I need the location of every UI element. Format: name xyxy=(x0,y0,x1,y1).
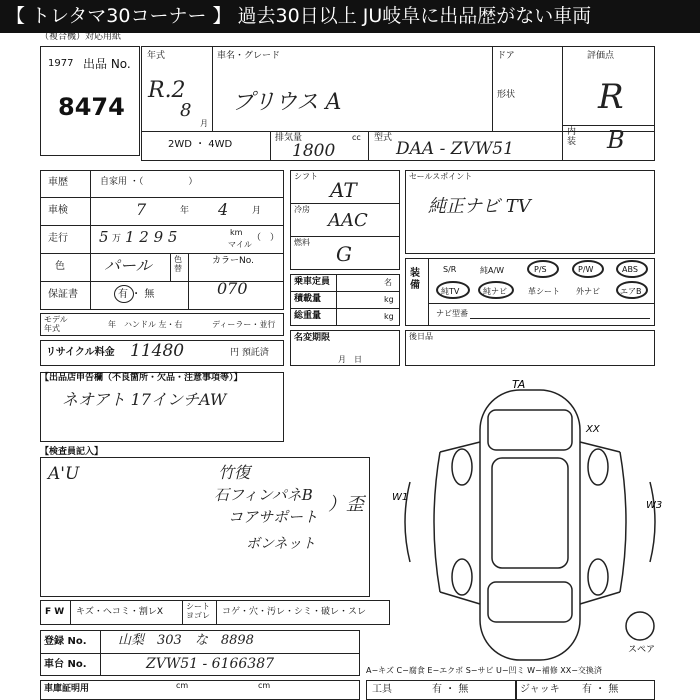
model-year-unit: 年 xyxy=(108,320,116,329)
mileage-label: 走行 xyxy=(48,233,68,244)
month-unit: 月 xyxy=(200,119,208,128)
seller-notes-label: 【出品店申告欄（不良箇所・欠品・注意事項等）】 xyxy=(40,373,243,383)
page-banner: 【 トレタマ30コーナー 】 過去30日以上 JU岐阜に出品歴がない車両 xyxy=(0,0,700,33)
drive-value: 2WD ・ 4WD xyxy=(168,139,233,150)
seat-label: シートヨゴレ xyxy=(186,602,210,620)
warranty-label: 保証書 xyxy=(48,289,78,300)
cert-unit-1: cm xyxy=(176,681,189,690)
model-label: 車名・グレード xyxy=(217,51,281,61)
diagram-note-top: TA xyxy=(512,378,526,391)
mileage-digits: 1 2 9 5 xyxy=(125,228,178,246)
equip-ext-nav: 外ナビ xyxy=(576,287,600,296)
nav-model-label: ナビ型番 xyxy=(436,309,468,318)
color-code-label: カラーNo. xyxy=(212,256,254,266)
sales-point-label: セールスポイント xyxy=(409,172,473,181)
color-value: パール xyxy=(104,256,152,275)
color-change-label: 色替 xyxy=(174,255,182,273)
load-unit: kg xyxy=(384,295,394,304)
lot-number: 8474 xyxy=(58,93,125,121)
equip-tv: 純TV xyxy=(441,287,460,296)
equip-sr: S/R xyxy=(443,265,457,274)
door-label: ドア xyxy=(497,51,515,61)
inspection-month-unit: 月 xyxy=(252,206,262,216)
dealer-value: ディーラー・並行 xyxy=(212,320,276,329)
inspector-line-3: コアサポート xyxy=(228,508,319,526)
jack-value: 有 ・ 無 xyxy=(582,684,619,695)
jack-label: ジャッキ xyxy=(520,684,560,695)
diagram-note-right: W3 xyxy=(646,500,663,511)
lot-label: 出品 No. xyxy=(83,57,131,71)
inspection-year: 7 xyxy=(136,200,147,219)
color-code-value: 070 xyxy=(217,279,248,298)
damage-legend: A−キズ C−腐食 E−エクボ S−サビ U−凹ミ W−補修 XX−交換済 xyxy=(366,666,602,675)
inspector-line-1: 竹復 xyxy=(218,463,251,482)
inspector-line-4: ボンネット xyxy=(246,536,316,552)
mileage-paren: （ ） xyxy=(252,233,280,243)
year-month: 8 xyxy=(180,100,192,121)
inspector-side-note: ）歪 xyxy=(328,494,364,515)
aftermarket-label: 後日品 xyxy=(409,332,433,341)
inspector-line-2: 石フィンパネB xyxy=(214,486,313,504)
fw-label: F W xyxy=(45,607,65,617)
warranty-value: 有 ・ 無 xyxy=(118,289,155,300)
year-era: R.2 xyxy=(148,78,186,103)
model-code-value: DAA - ZVW51 xyxy=(396,139,514,159)
seller-notes-value: ネオアト 17インチAW xyxy=(62,390,227,409)
registration-value: 山梨 303 な 8898 xyxy=(118,633,254,648)
chassis-value: ZVW51 - 6166387 xyxy=(146,656,275,672)
history-label: 車歴 xyxy=(48,177,68,188)
handle-value: ハンドル 左・右 xyxy=(124,320,183,329)
reg-expiry-unit: 月 日 xyxy=(338,355,362,364)
inspection-year-unit: 年 xyxy=(180,206,190,216)
year-code: 1977 xyxy=(48,58,74,69)
seat-items: コゲ・穴・汚レ・シミ・破レ・スレ xyxy=(222,607,367,617)
cert-unit-2: cm xyxy=(258,681,271,690)
interior-label: 内装 xyxy=(567,127,577,147)
mileage-mile: マイル xyxy=(228,240,252,249)
aircon-value: AAC xyxy=(328,210,368,231)
sales-point-value: 純正ナビ TV xyxy=(428,196,531,217)
capacity-unit: 名 xyxy=(384,278,392,287)
gross-label: 総重量 xyxy=(294,311,322,321)
recycle-value: 11480 xyxy=(130,341,185,361)
equip-pw: P/W xyxy=(578,265,594,274)
shift-label: シフト xyxy=(294,172,318,181)
recycle-label: リサイクル料金 xyxy=(46,347,115,358)
fw-items: キズ・ヘコミ・割レX xyxy=(76,607,163,617)
mileage-km: km xyxy=(230,228,243,237)
recycle-unit: 円 預託済 xyxy=(230,348,269,358)
aftermarket-box xyxy=(405,330,655,366)
displacement-label: 排気量 xyxy=(275,133,303,143)
score-label: 評価点 xyxy=(587,51,615,61)
year-label: 年式 xyxy=(147,51,166,61)
inspector-note-au: A'U xyxy=(48,464,80,484)
model-value: プリウス A xyxy=(232,90,342,115)
shift-value: AT xyxy=(330,178,357,202)
equipment-label: 装備 xyxy=(410,268,420,291)
warranty-circle xyxy=(114,285,134,303)
spare-label: スペア xyxy=(628,645,656,655)
cert-label: 車庫証明用 xyxy=(44,684,90,694)
model-year-label: モデル年式 xyxy=(44,315,68,333)
capacity-label: 乗車定員 xyxy=(294,277,331,287)
inspector-label: 【検査員記入】 xyxy=(40,447,104,457)
equip-airbag: エアB xyxy=(620,287,642,296)
equip-abs: ABS xyxy=(622,265,638,274)
registration-label: 登録 No. xyxy=(44,636,87,647)
equip-nav: 純ナビ xyxy=(483,287,507,296)
equip-leather: 革シート xyxy=(528,287,560,296)
displacement-unit: cc xyxy=(352,133,361,142)
interior-value: B xyxy=(607,126,625,154)
fuel-label: 燃料 xyxy=(294,238,310,247)
chassis-label: 車台 No. xyxy=(44,659,87,670)
tools-label: 工具 xyxy=(372,684,392,695)
sheet-subtitle: （複合機）対応用紙 xyxy=(40,32,122,42)
aircon-label: 冷房 xyxy=(294,205,310,214)
inspection-label: 車検 xyxy=(48,205,68,216)
mileage-man: 5 xyxy=(99,228,109,246)
diagram-note-left: W1 xyxy=(392,492,409,503)
inspection-month: 4 xyxy=(218,200,229,219)
diagram-note-right-top: XX xyxy=(586,424,600,435)
equip-alloy: 純A/W xyxy=(480,266,505,275)
car-damage-diagram xyxy=(380,372,700,672)
model-code-label: 型式 xyxy=(374,133,393,143)
displacement-value: 1800 xyxy=(292,141,336,161)
score-value: R xyxy=(598,77,624,117)
history-value: 自家用 ・（ ） xyxy=(100,177,198,187)
tools-value: 有 ・ 無 xyxy=(432,684,469,695)
mileage-man-unit: 万 xyxy=(112,234,122,244)
equip-ps: P/S xyxy=(534,265,547,274)
fuel-value: G xyxy=(336,242,352,266)
color-label: 色 xyxy=(55,261,65,272)
shape-label: 形状 xyxy=(497,90,516,100)
inspector-box xyxy=(40,457,370,597)
reg-expiry-label: 名変期限 xyxy=(294,333,331,343)
load-label: 積載量 xyxy=(294,294,322,304)
gross-unit: kg xyxy=(384,312,394,321)
